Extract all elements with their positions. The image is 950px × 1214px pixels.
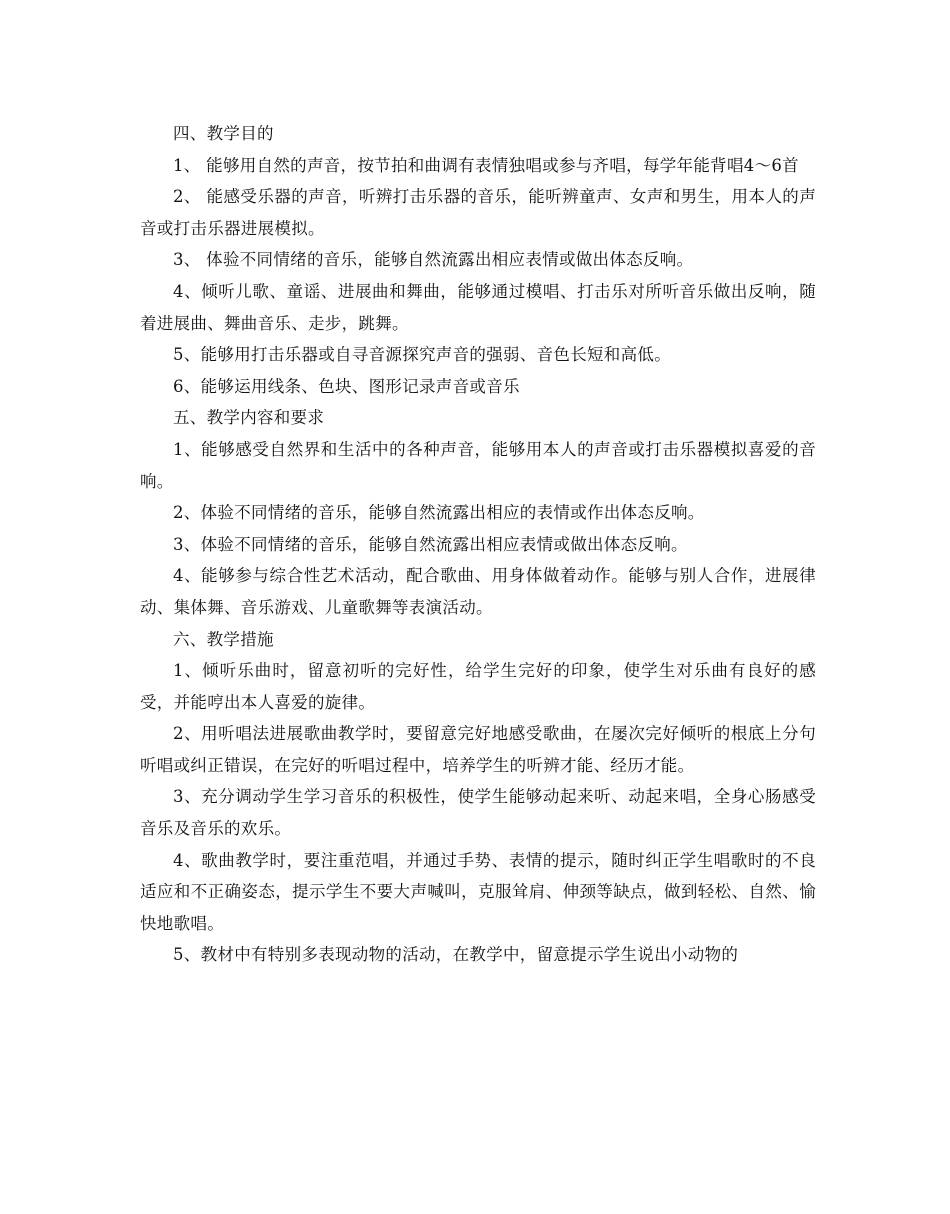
paragraph: 1、倾听乐曲时，留意初听的完好性，给学生完好的印象，使学生对乐曲有良好的感受，并能哼出本人喜爱的旋律。 bbox=[140, 661, 816, 712]
paragraph: 3、体验不同情绪的音乐，能够自然流露出相应表情或做出体态反响。 bbox=[173, 534, 688, 554]
paragraph: 3、 体验不同情绪的音乐，能够自然流露出相应表情或做出体态反响。 bbox=[173, 250, 694, 270]
paragraph: 1、能够感受自然界和生活中的各种声音，能够用本人的声音或打击乐器模拟喜爱的音响。 bbox=[140, 439, 816, 491]
section-heading-teaching-measures: 六、教学措施 bbox=[173, 629, 274, 649]
section-heading-teaching-goals: 四、教学目的 bbox=[173, 124, 274, 143]
paragraph: 5、能够用打击乐器或自寻音源探究声音的强弱、音色长短和高低。 bbox=[173, 345, 671, 365]
paragraph: 4、歌曲教学时，要注重范唱，并通过手势、表情的提示，随时纠正学生唱歌时的不良适应和不正确姿态，提示学生不要大声喊叫，克服耸肩、伸颈等缺点，做到轻松、自然、愉快地歌唱。 bbox=[140, 850, 816, 933]
paragraph: 3、充分调动学生学习音乐的积极性，使学生能够动起来听、动起来唱，全身心肠感受音乐及音乐的欢乐。 bbox=[140, 787, 816, 839]
paragraph: 2、 能感受乐器的声音，听辨打击乐器的音乐，能听辨童声、女声和男生，用本人的声音或打击乐器进展模拟。 bbox=[140, 187, 816, 238]
document-body bbox=[140, 118, 816, 971]
paragraph: 2、体验不同情绪的音乐，能够自然流露出相应的表情或作出体态反响。 bbox=[173, 503, 705, 523]
paragraph: 2、用听唱法进展歌曲教学时，要留意完好地感受歌曲，在屡次完好倾听的根底上分句听唱或纠正错误，在完好的听唱过程中，培养学生的听辨才能、经历才能。 bbox=[140, 724, 816, 775]
paragraph: 4、能够参与综合性艺术活动，配合歌曲、用身体做着动作。能够与别人合作，进展律动、集体舞、音乐游戏、儿童歌舞等表演活动。 bbox=[140, 566, 816, 617]
paragraph: 6、能够运用线条、色块、图形记录声音或音乐 bbox=[173, 376, 520, 396]
section-heading-content-requirements: 五、教学内容和要求 bbox=[173, 408, 325, 428]
paragraph: 5、教材中有特别多表现动物的活动，在教学中，留意提示学生说出小动物的 bbox=[173, 945, 739, 965]
paragraph: 1、 能够用自然的声音，按节拍和曲调有表情独唱或参与齐唱，每学年能背唱4～6首 bbox=[173, 155, 799, 175]
paragraph: 4、倾听儿歌、童谣、进展曲和舞曲，能够通过模唱、打击乐对所听音乐做出反响，随着进展曲、舞曲音乐、走步，跳舞。 bbox=[140, 281, 816, 333]
